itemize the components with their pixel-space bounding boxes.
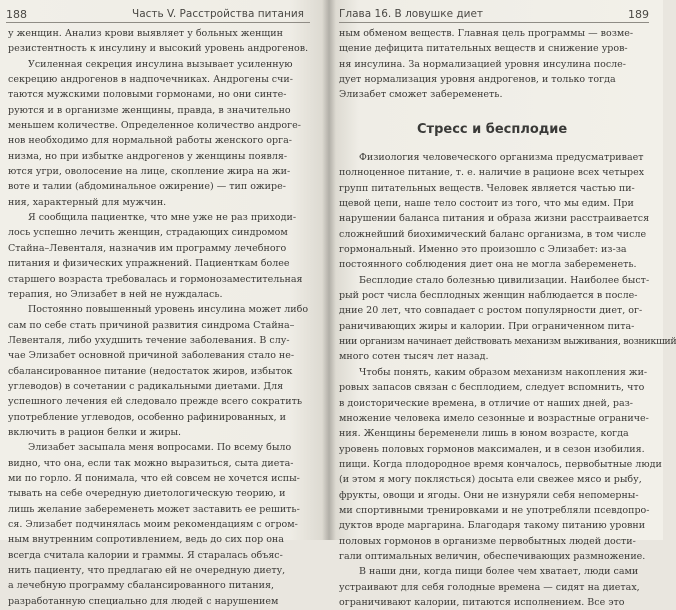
- text-line: меньшем количестве. Определенное количество андроге-: [8, 120, 301, 132]
- text-line: старшего возраста требовалась и гормонозаместительная: [8, 273, 303, 285]
- text-line: Физиология человеческого организма предусматривает: [359, 152, 644, 163]
- text-line: ся. Элизабет подчинялась моим рекомендациям с огром-: [8, 519, 298, 530]
- text-line: Чтобы понять, каким образом механизм накопления жи-: [359, 366, 648, 378]
- text-line: нии организм начинает действовать механизм выживания, возникший: [339, 336, 676, 348]
- text-line: успешного лечения ей следовало прежде всего сократить: [8, 396, 303, 408]
- text-line: ровых запасов связан с бесплодием, следует вспомнить, что: [339, 382, 645, 394]
- text-line: резистентность к инсулину и высокий уровень андрогенов.: [8, 43, 309, 55]
- text-line: сложнейший биохимический баланс организма, в том числе: [339, 228, 647, 240]
- text-line: ния. Женщины беременели лишь в юном возрасте, когда: [339, 428, 629, 440]
- text-line: дуктов вроде маргарина. Благодаря такому питанию уровни: [339, 520, 646, 532]
- text-line: фрукты, овощи и ягоды. Они не изнуряли себя непомерны-: [339, 489, 639, 501]
- text-line: Усиленная секреция инсулина вызывает усиленную: [28, 58, 293, 70]
- section-heading: Стресс и бесплодие: [417, 122, 568, 137]
- text-line: лось успешно лечить женщин, страдающих синдромом: [8, 227, 288, 239]
- running-head: Глава 16. В ловушке диет: [339, 8, 484, 20]
- text-line: руются и в организме женщины, правда, в значительно: [8, 104, 291, 116]
- text-line: щевой цепи, наше тело состоит из того, что мы едим. При: [339, 198, 634, 210]
- text-line: ным внутренним сопротивлением, ведь до сих пор она: [8, 534, 284, 546]
- text-line: ми по горло. Я понимала, что ей совсем не хочется испы-: [8, 472, 300, 484]
- text-line: гормональный. Именно это произошло с Элизабет: из-за: [339, 244, 627, 256]
- text-line: терапия, но Элизабет в ней не нуждалась.: [8, 288, 223, 300]
- running-head: Часть V. Расстройства питания: [132, 8, 304, 20]
- text-line: Элизабет сможет забеременеть.: [339, 89, 503, 101]
- text-line: воте и талии (абдоминальное ожирение) — тип ожире-: [8, 181, 286, 193]
- text-line: низма, но при избытке андрогенов у женщины появля-: [8, 150, 288, 162]
- text-line: много сотен тысяч лет назад.: [339, 351, 489, 363]
- text-line: таются мужскими половыми гормонами, но они синте-: [8, 89, 287, 101]
- text-line: постоянного соблюдения диет она не могла забеременеть.: [339, 259, 637, 271]
- text-line: пищи. Когда плодородное время кончалось, первобытные люди: [339, 458, 662, 470]
- text-line: ния, характерный для мужчин.: [8, 196, 167, 208]
- text-line: дует нормализация уровня андрогенов, и только тогда: [339, 74, 616, 86]
- left-page-text: [8, 26, 314, 609]
- text-line: а лечебную программу сбалансированного питания,: [8, 580, 274, 592]
- text-line: ным обменом веществ. Главная цель программы — возме-: [339, 28, 634, 39]
- text-line: видно, что она, если так можно выразиться, сыта диета-: [8, 457, 294, 469]
- text-line: Левенталя, либо ухудшить течение заболевания. В слу-: [8, 334, 290, 346]
- text-line: Стайна–Левенталя, назначив им программу лечебного: [8, 242, 287, 254]
- text-line: чае Элизабет основной причиной заболевания стало не-: [8, 350, 295, 362]
- text-line: ются угри, оволосение на лице, скопление жира на жи-: [8, 166, 291, 178]
- text-line: Постоянно повышенный уровень инсулина может либо: [28, 304, 309, 316]
- text-line: сам по себе стать причиной развития синдрома Стайна–: [8, 319, 295, 331]
- text-line: ограничивают калории, питаются исполнением. Все это: [339, 596, 625, 608]
- text-line: половых гормонов в организме первобытных людей дости-: [339, 535, 636, 547]
- text-line: углеводов) в сочетании с радикальными диетами. Для: [8, 380, 284, 392]
- text-line: Я сообщила пациентке, что мне уже не раз приходи-: [28, 212, 297, 224]
- text-line: уровень половых гормонов максимален, и в сезон изобилия.: [339, 443, 645, 455]
- text-line: множение человека имело сезонные и возрастные ограниче-: [339, 412, 649, 424]
- text-line: Бесплодие стало болезнью цивилизации. Наиболее быст-: [359, 274, 650, 286]
- left-page: [0, 0, 329, 607]
- right-page-header: [339, 6, 649, 23]
- text-line: нов необходимо для нормальной работы женского орга-: [8, 135, 292, 147]
- text-line: нарушении баланса питания и образа жизни расстраивается: [339, 213, 650, 225]
- text-line: Элизабет засыпала меня вопросами. По всему было: [28, 442, 292, 454]
- text-line: групп питательных веществ. Человек является частью пи-: [339, 182, 635, 194]
- text-line: (и этом я могу поклясться) досыта ели свежее мясо и рыбу,: [339, 474, 642, 486]
- text-line: питания и физических упражнений. Пациенткам более: [8, 258, 290, 270]
- text-line: ми спортивными тренировками и не употребляли псевдопро-: [339, 504, 650, 516]
- text-line: секрецию андрогенов в надпочечниках. Андрогены счи-: [8, 74, 293, 86]
- text-line: раничивающих жиры и калории. При ограниченном пита-: [339, 320, 635, 332]
- text-line: у женщин. Анализ крови выявляет у больных женщин: [8, 28, 283, 39]
- text-line: лишь желание забеременеть может заставить ее решить-: [8, 503, 300, 515]
- text-line: включить в рацион белки и жиры.: [8, 426, 182, 438]
- text-line: нить пациенту, что предлагаю ей не очередную диету,: [8, 565, 286, 577]
- text-line: гали оптимальных величин, обеспечивающих размножение.: [339, 550, 646, 562]
- text-line: полноценное питание, т. е. наличие в рационе всех четырех: [339, 167, 645, 179]
- right-page-body-text: [339, 150, 676, 610]
- text-line: употребление углеводов, особенно рафинированных, и: [8, 411, 286, 423]
- text-line: В наши дни, когда пищи более чем хватает, люди сами: [359, 566, 639, 578]
- book-gutter-shadow: [322, 0, 336, 540]
- right-page-top-text: [339, 26, 655, 103]
- text-line: щение дефицита питательных веществ и снижение уров-: [339, 43, 628, 55]
- text-line: всегда считала калории и граммы. Я старалась объяс-: [8, 549, 283, 561]
- left-page-header: [6, 6, 310, 23]
- text-line: тывать на себе очередную диетологическую теорию, и: [8, 488, 286, 500]
- text-line: рый рост числа бесплодных женщин наблюдается в после-: [339, 290, 638, 302]
- right-page: [329, 0, 676, 608]
- text-line: сбалансированное питание (недостаток жиров, избыток: [8, 365, 293, 377]
- page-number: 189: [628, 8, 649, 21]
- text-line: в доисторические времена, в отличие от наших дней, раз-: [339, 397, 634, 409]
- text-line: ня инсулина. За нормализацией уровня инсулина после-: [339, 58, 627, 70]
- text-line: устраивают для себя голодные времена — сидят на диетах,: [339, 581, 640, 593]
- text-line: дние 20 лет, что совпадает с ростом популярности диет, ог-: [339, 305, 643, 317]
- text-line: разработанную специально для людей с нарушением: [8, 595, 279, 607]
- page-number: 188: [6, 8, 27, 21]
